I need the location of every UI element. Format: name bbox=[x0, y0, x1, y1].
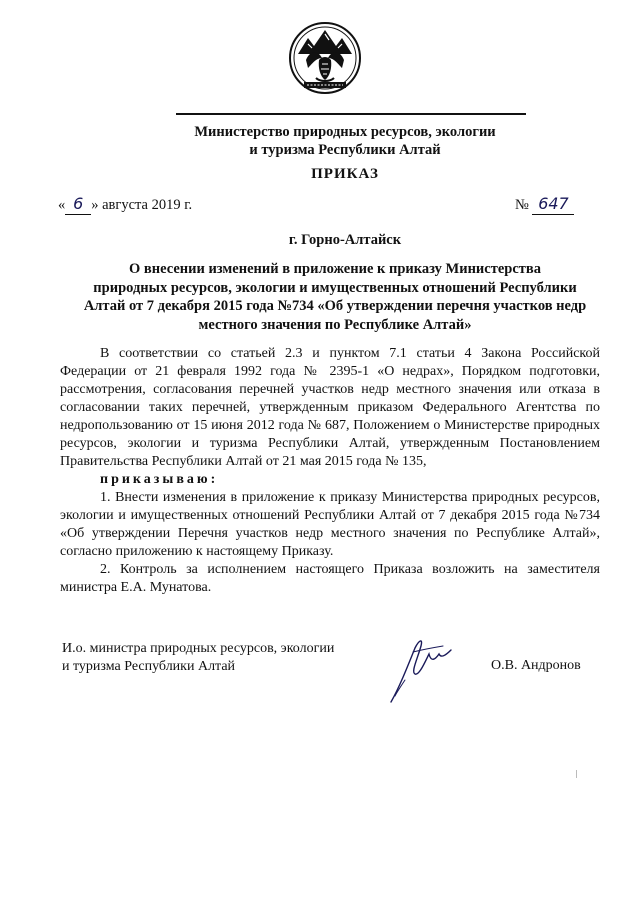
document-title: ПРИКАЗ bbox=[311, 166, 379, 182]
page-mark bbox=[576, 770, 577, 778]
order-body bbox=[60, 345, 600, 597]
date-day-handwritten: 6 bbox=[73, 194, 84, 213]
date-close-quote: » bbox=[91, 197, 99, 213]
order-word: приказываю: bbox=[100, 472, 219, 487]
ministry-name bbox=[150, 123, 540, 159]
order-item-1: 1. Внести изменения в приложение к приказу Министерства природных ресурсов, экологии и имущественных отношений Республики Алтай от 7 декабря 2015 года №734 «Об утверждении Перечня участков недр местного значения по Республике Алтай», согласно приложению к настоящему Приказу. bbox=[60, 490, 600, 559]
handwritten-signature bbox=[385, 632, 465, 704]
subject-line-2: природных ресурсов, экологии и имущественных отношений Республики bbox=[93, 279, 577, 296]
header-divider bbox=[176, 113, 526, 115]
subject-line-4: местного значения по Республике Алтай» bbox=[198, 316, 472, 333]
city-name: г. Горно-Алтайск bbox=[288, 232, 402, 248]
order-number bbox=[515, 194, 574, 215]
number-field bbox=[532, 194, 574, 215]
date-month-year: августа 2019 г. bbox=[102, 197, 193, 213]
order-subject bbox=[60, 260, 610, 334]
number-prefix: № bbox=[515, 197, 529, 213]
date-day-field bbox=[65, 194, 91, 215]
order-date bbox=[58, 194, 192, 215]
signer-position-line-2: и туризма Республики Алтай bbox=[62, 659, 236, 674]
signer-name: О.В. Андронов bbox=[491, 658, 581, 673]
preamble-paragraph: В соответствии со статьей 2.3 и пунктом 7.1 статьи 4 Закона Российской Федерации от 21 февраля 1992 года № 2395-1 «О недрах», Порядком подготовки, рассмотрения, согласования перечней участков недр местного значения или отказа в согласовании таких перечней, утвержденным приказом Федерального Агентства по недропользованию от 15 июня 2012 года № 687, Положением о Министерстве природных ресурсов, экологии и туризма Республики Алтай, утвержденным Постановлением Правительства Республики Алтай от 21 мая 2015 года № 135, bbox=[60, 346, 600, 469]
subject-line-1: О внесении изменений в приложение к приказу Министерства bbox=[129, 261, 541, 277]
ministry-line-1: Министерство природных ресурсов, экологии bbox=[194, 124, 496, 140]
subject-line-3: Алтай от 7 декабря 2015 года №734 «Об утверждении перечня участков недр bbox=[83, 298, 587, 314]
signer-position bbox=[62, 640, 334, 676]
order-item-2: 2. Контроль за исполнением настоящего Приказа возложить на заместителя министра Е.А. Мунатова. bbox=[60, 562, 600, 595]
ministry-line-2: и туризма Республики Алтай bbox=[249, 142, 441, 158]
coat-of-arms-icon bbox=[286, 20, 364, 100]
date-open-quote: « bbox=[58, 197, 66, 213]
number-handwritten: 647 bbox=[538, 194, 569, 213]
signer-position-line-1: И.о. министра природных ресурсов, экологии bbox=[62, 641, 335, 656]
